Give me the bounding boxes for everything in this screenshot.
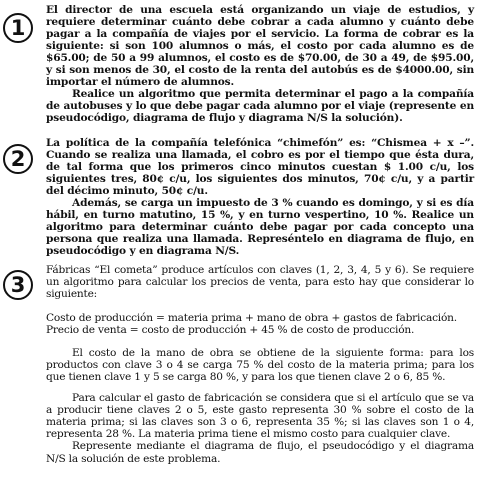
problem-3-formula-price: Precio de venta = costo de producción + 45 % de costo de producción. [46, 323, 415, 336]
problem-1-task: Realice un algoritmo que permita determinar el pago a la compañía de autobuses y lo que debe pagar cada alumno por el viaje (represente en pseudocódigo, diagrama de flujo y diagrama N/S la solución). [46, 88, 474, 124]
problem-1 [46, 4, 474, 124]
problem-3 [46, 264, 474, 465]
problem-number-badge: 2 [3, 144, 33, 174]
problem-2 [46, 137, 474, 257]
problem-3-manufacturing-cost: Para calcular el gasto de fabricación se considera que si el artículo que se va a producir tiene claves 2 o 5, este gasto representa 30 % sobre el costo de la materia prima; si las claves son 3 o 6, representa 35 %; si las claves son 1 o 4, representa 28 %. La materia prima tiene el mismo costo para cualquier clave. [46, 391, 474, 441]
problem-2-task: Además, se carga un impuesto de 3 % cuando es domingo, y si es día hábil, en turno matutino, 15 %, y en turno vespertino, 10 %. Realice un algoritmo para determinar cuánto debe pagar por cada concepto una persona que realiza una llamada. Represéntelo en diagrama de flujo, en pseudocódigo y en diagrama N/S. [46, 197, 474, 257]
problem-number-badge: 3 [3, 270, 33, 300]
problem-3-task: Represente mediante el diagrama de flujo, el pseudocódigo y el diagrama N/S la solución de este problema. [46, 440, 474, 465]
problem-3-labor-cost: El costo de la mano de obra se obtiene de la siguiente forma: para los productos con clave 3 o 4 se carga 75 % del costo de la materia prima; para los que tienen clave 1 y 5 se carga 80 %, y para los que tienen clave 2 o 6, 85 %. [46, 347, 474, 384]
problem-3-formula-cost: Costo de producción = materia prima + mano de obra + gastos de fabricación. [46, 311, 457, 324]
problem-3-intro: Fábricas “El cometa” produce artículos con claves (1, 2, 3, 4, 5 y 6). Se requiere un algoritmo para calcular los precios de venta, para esto hay que considerar lo siguiente: [46, 264, 474, 301]
problem-2-statement: La política de la compañía telefónica “chimefón” es: “Chismea + x –”. Cuando se realiza una llamada, el cobro es por el tiempo que ésta dura, de tal forma que los primeros cinco minutos cuestan $ 1.00 c/u, los siguientes tres, 80¢ c/u, los siguientes dos minutos, 70¢ c/u, y a partir del décimo minuto, 50¢ c/u. [46, 137, 474, 197]
problem-number-badge: 1 [3, 13, 33, 43]
problem-1-statement: El director de una escuela está organizando un viaje de estudios, y requiere determinar cuánto debe cobrar a cada alumno y cuánto debe pagar a la compañía de viajes por el servicio. La forma de cobrar es la siguiente: si son 100 alumnos o más, el costo por cada alumno es de $65.00; de 50 a 99 alumnos, el costo es de $70.00, de 30 a 49, de $95.00, y si son menos de 30, el costo de la renta del autobús es de $4000.00, sin importar el número de alumnos. [46, 4, 474, 88]
